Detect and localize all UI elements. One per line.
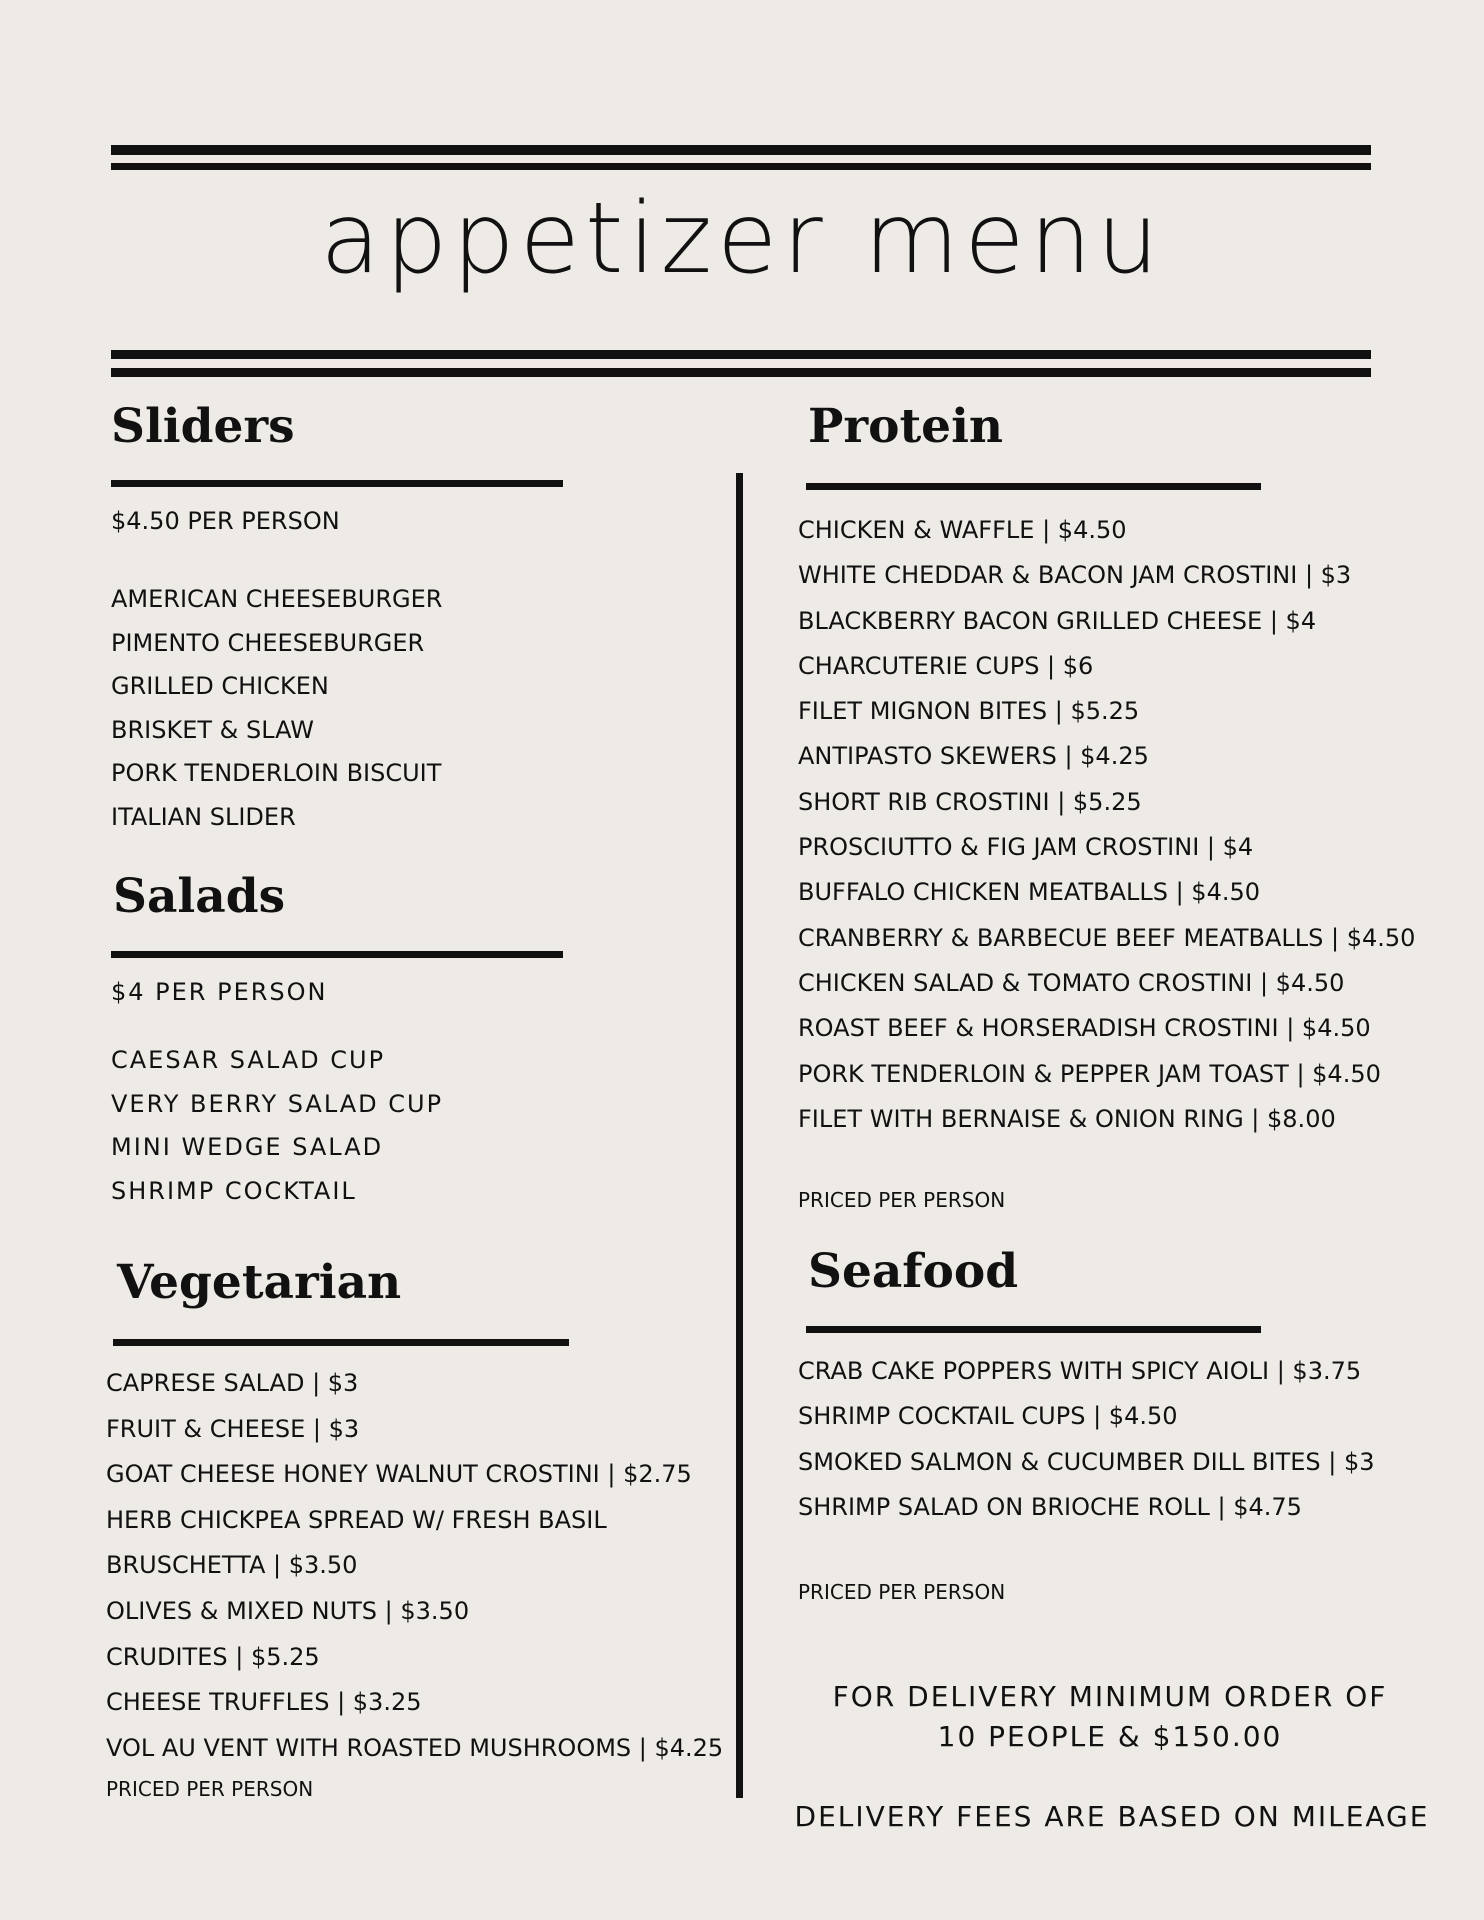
vegetarian-note: PRICED PER PERSON <box>106 1777 314 1801</box>
list-item: GRILLED CHICKEN <box>111 672 329 700</box>
list-item: ROAST BEEF & HORSERADISH CROSTINI | $4.50 <box>798 1014 1371 1043</box>
list-item: CHICKEN SALAD & TOMATO CROSTINI | $4.50 <box>798 968 1345 997</box>
delivery-minimum <box>800 1677 1420 1757</box>
top-rule-thin <box>111 163 1371 170</box>
list-item: CRAB CAKE POPPERS WITH SPICY AIOLI | $3.75 <box>798 1357 1362 1385</box>
list-item: CRUDITES | $5.25 <box>106 1642 320 1671</box>
sliders-price: $4.50 PER PERSON <box>111 507 340 535</box>
salads-underline <box>111 951 563 958</box>
list-item: PROSCIUTTO & FIG JAM CROSTINI | $4 <box>798 833 1254 862</box>
top-rule-thick <box>111 145 1371 155</box>
sliders-heading: Sliders <box>111 399 295 454</box>
protein-heading: Protein <box>808 399 1004 454</box>
salads-list <box>111 1039 443 1213</box>
list-item: VOL AU VENT WITH ROASTED MUSHROOMS | $4.25 <box>106 1733 724 1762</box>
list-item: MINI WEDGE SALAD <box>111 1133 384 1161</box>
sliders-list <box>111 578 442 839</box>
list-item: CHEESE TRUFFLES | $3.25 <box>106 1688 422 1717</box>
seafood-list <box>798 1349 1375 1530</box>
list-item: SHRIMP COCKTAIL <box>111 1176 357 1205</box>
vegetarian-underline <box>113 1339 569 1346</box>
list-item: PIMENTO CHEESEBURGER <box>111 628 425 657</box>
list-item: CAPRESE SALAD | $3 <box>106 1369 359 1397</box>
list-item: CHARCUTERIE CUPS | $6 <box>798 651 1094 680</box>
vegetarian-heading: Vegetarian <box>117 1255 402 1310</box>
list-item: OLIVES & MIXED NUTS | $3.50 <box>106 1596 470 1625</box>
delivery-minimum-line2: 10 PEOPLE & $150.00 <box>937 1720 1283 1753</box>
list-item: ITALIAN SLIDER <box>111 802 296 831</box>
vegetarian-list <box>106 1361 723 1771</box>
list-item: GOAT CHEESE HONEY WALNUT CROSTINI | $2.75 <box>106 1460 692 1489</box>
seafood-heading: Seafood <box>808 1244 1019 1299</box>
list-item: SHRIMP SALAD ON BRIOCHE ROLL | $4.75 <box>798 1492 1302 1521</box>
salads-price: $4 PER PERSON <box>111 978 328 1006</box>
seafood-underline <box>806 1326 1261 1333</box>
list-item: HERB CHICKPEA SPREAD W/ FRESH BASIL <box>106 1505 607 1534</box>
list-item: FILET MIGNON BITES | $5.25 <box>798 697 1140 726</box>
list-item: SHRIMP COCKTAIL CUPS | $4.50 <box>798 1402 1178 1431</box>
list-item: SMOKED SALMON & CUCUMBER DILL BITES | $3 <box>798 1447 1375 1476</box>
title-rule-thin <box>111 368 1371 377</box>
protein-list <box>798 508 1415 1142</box>
list-item: BLACKBERRY BACON GRILLED CHEESE | $4 <box>798 606 1317 635</box>
column-divider <box>736 473 743 1798</box>
list-item: FILET WITH BERNAISE & ONION RING | $8.00 <box>798 1104 1336 1133</box>
protein-underline <box>806 483 1261 490</box>
list-item: BUFFALO CHICKEN MEATBALLS | $4.50 <box>798 878 1261 907</box>
protein-note: PRICED PER PERSON <box>798 1188 1006 1212</box>
salads-heading: Salads <box>113 869 286 924</box>
list-item: BRISKET & SLAW <box>111 715 314 744</box>
list-item: CHICKEN & WAFFLE | $4.50 <box>798 516 1127 544</box>
list-item: CAESAR SALAD CUP <box>111 1046 386 1074</box>
delivery-minimum-line1: FOR DELIVERY MINIMUM ORDER OF <box>832 1680 1388 1713</box>
list-item: WHITE CHEDDAR & BACON JAM CROSTINI | $3 <box>798 561 1352 590</box>
list-item: FRUIT & CHEESE | $3 <box>106 1414 360 1443</box>
seafood-note: PRICED PER PERSON <box>798 1580 1006 1604</box>
list-item: CRANBERRY & BARBECUE BEEF MEATBALLS | $4.50 <box>798 923 1416 952</box>
list-item: PORK TENDERLOIN BISCUIT <box>111 759 442 787</box>
delivery-fees: DELIVERY FEES ARE BASED ON MILEAGE <box>794 1800 1430 1833</box>
list-item: VERY BERRY SALAD CUP <box>111 1089 444 1118</box>
title-rule-thick <box>111 350 1371 359</box>
list-item: ANTIPASTO SKEWERS | $4.25 <box>798 742 1149 771</box>
list-item: BRUSCHETTA | $3.50 <box>106 1551 358 1580</box>
sliders-underline <box>111 480 563 487</box>
list-item: SHORT RIB CROSTINI | $5.25 <box>798 787 1142 816</box>
list-item: PORK TENDERLOIN & PEPPER JAM TOAST | $4.50 <box>798 1059 1381 1088</box>
menu-title: appetizer menu <box>320 182 1164 296</box>
list-item: AMERICAN CHEESEBURGER <box>111 585 443 613</box>
